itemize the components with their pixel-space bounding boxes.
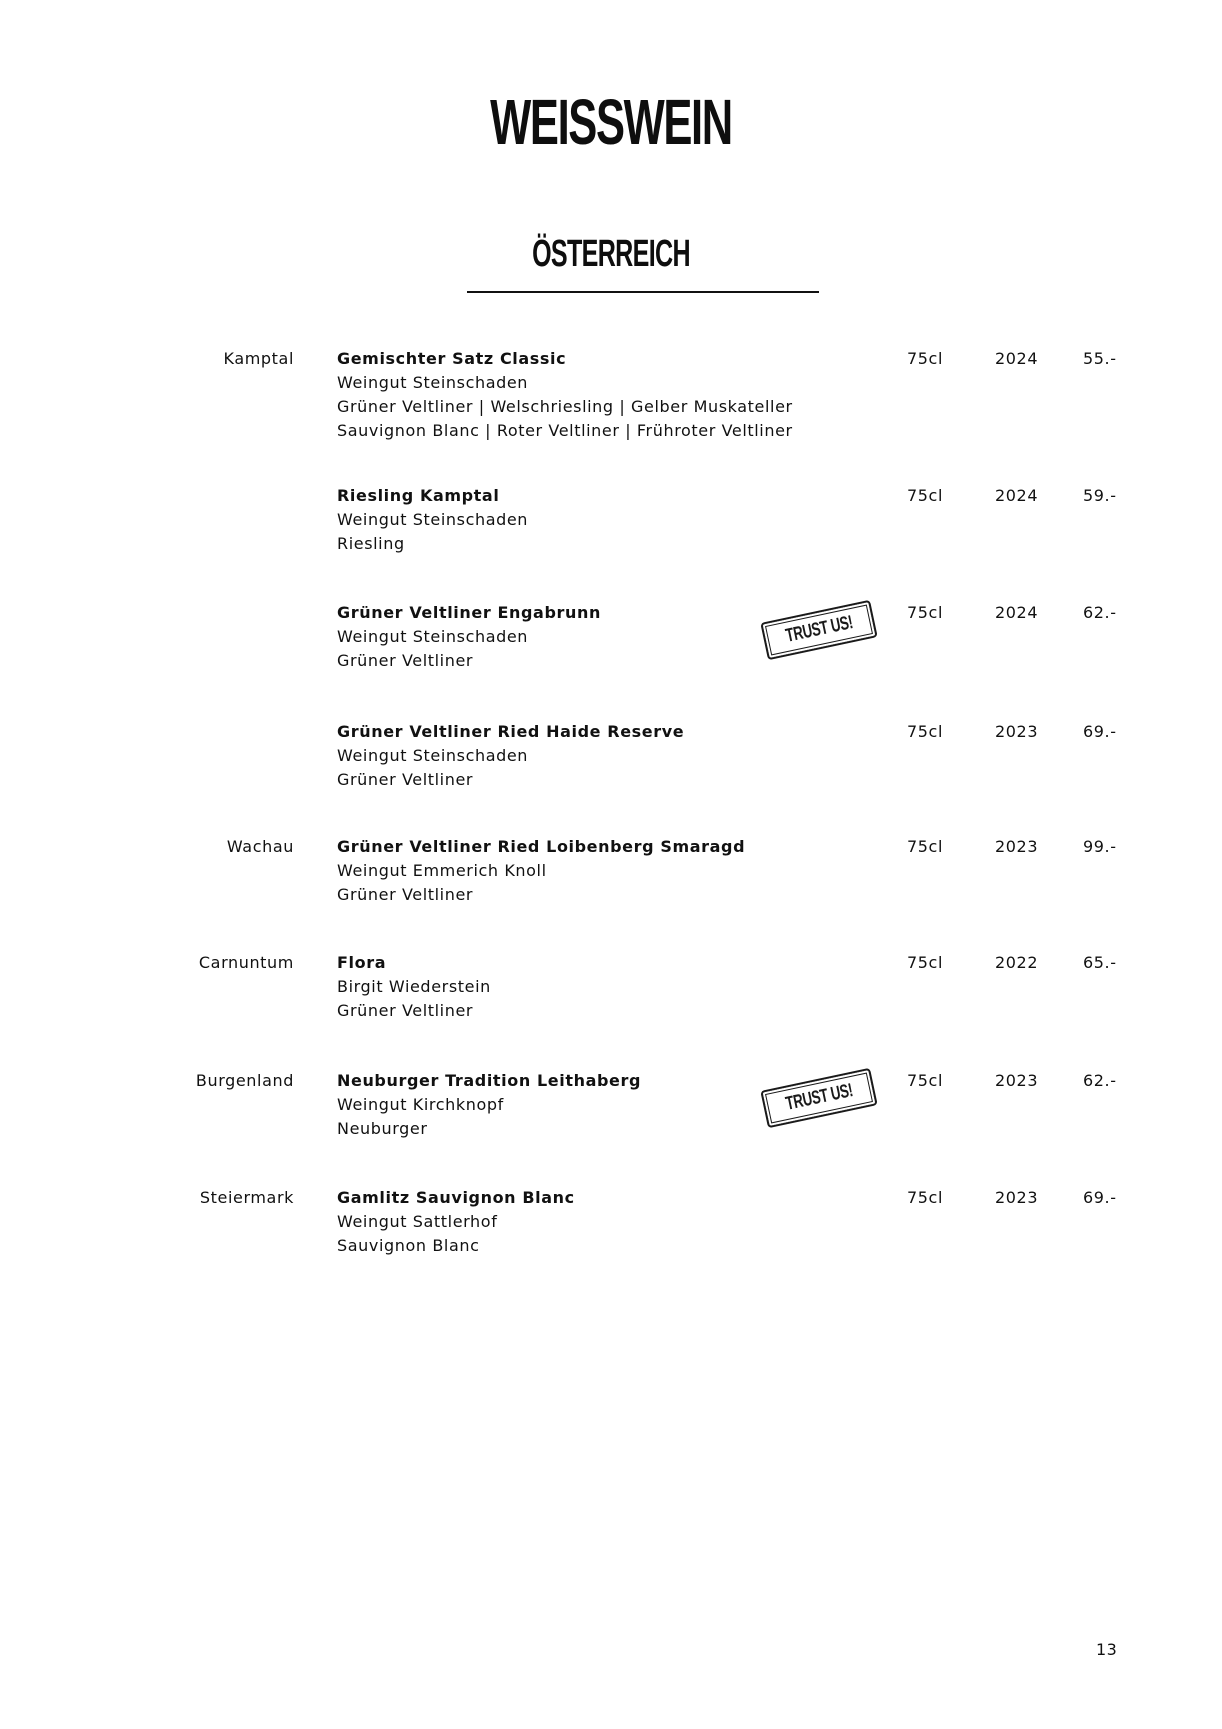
wine-grapes: Sauvignon Blanc <box>337 1236 480 1255</box>
wine-price: 69.- <box>1083 1188 1117 1207</box>
wine-grapes: Grüner Veltliner | Welschriesling | Gelber Muskateller <box>337 397 793 416</box>
wine-region: Carnuntum <box>198 953 294 972</box>
wine-producer: Weingut Steinschaden <box>337 627 529 646</box>
wine-producer: Birgit Wiederstein <box>337 977 491 996</box>
wine-vintage: 2023 <box>995 722 1039 741</box>
wine-vintage: 2023 <box>995 1188 1039 1207</box>
wine-entry <box>0 347 1222 447</box>
wine-name: Riesling Kamptal <box>337 486 500 505</box>
wine-price: 62.- <box>1083 603 1117 622</box>
wine-price: 59.- <box>1083 486 1117 505</box>
wine-vintage: 2022 <box>995 953 1039 972</box>
wine-vintage: 2023 <box>995 837 1039 856</box>
wine-grapes: Grüner Veltliner <box>337 770 474 789</box>
wine-entry <box>0 951 1222 1051</box>
wine-size: 75cl <box>907 349 944 368</box>
page-number: 13 <box>1096 1640 1118 1659</box>
wine-entry <box>0 1069 1222 1169</box>
wine-size: 75cl <box>907 953 944 972</box>
wine-producer: Weingut Emmerich Knoll <box>337 861 547 880</box>
wine-name: Grüner Veltliner Ried Haide Reserve <box>337 722 685 741</box>
wine-entry <box>0 720 1222 820</box>
wine-price: 69.- <box>1083 722 1117 741</box>
wine-entry <box>0 601 1222 701</box>
wine-name: Gamlitz Sauvignon Blanc <box>337 1188 575 1207</box>
stamp-label: TRUST US! <box>783 1080 855 1115</box>
wine-vintage: 2024 <box>995 603 1039 622</box>
wine-region: Steiermark <box>199 1188 294 1207</box>
wine-info <box>337 347 793 443</box>
wine-entry <box>0 484 1222 584</box>
wine-entry <box>0 835 1222 935</box>
wine-size: 75cl <box>907 722 944 741</box>
wine-region: Wachau <box>226 837 294 856</box>
wine-size: 75cl <box>907 837 944 856</box>
wine-name: Neuburger Tradition Leithaberg <box>337 1071 642 1090</box>
wine-name: Grüner Veltliner Engabrunn <box>337 603 601 622</box>
wine-info <box>337 484 528 556</box>
wine-producer: Weingut Steinschaden <box>337 746 529 765</box>
wine-info <box>337 720 684 792</box>
wine-vintage: 2023 <box>995 1071 1039 1090</box>
wine-grapes: Grüner Veltliner <box>337 1001 474 1020</box>
wine-info <box>337 951 491 1023</box>
wine-info <box>337 835 745 907</box>
wine-producer: Weingut Steinschaden <box>337 373 529 392</box>
wine-grapes: Riesling <box>337 534 405 553</box>
wine-info <box>337 601 601 673</box>
wine-info <box>337 1069 641 1141</box>
wine-size: 75cl <box>907 603 944 622</box>
wine-name: Grüner Veltliner Ried Loibenberg Smaragd <box>337 837 746 856</box>
wine-grapes: Grüner Veltliner <box>337 651 474 670</box>
stamp-label: TRUST US! <box>783 612 855 647</box>
wine-name: Gemischter Satz Classic <box>337 349 567 368</box>
wine-size: 75cl <box>907 486 944 505</box>
wine-size: 75cl <box>907 1188 944 1207</box>
wine-price: 62.- <box>1083 1071 1117 1090</box>
wine-vintage: 2024 <box>995 349 1039 368</box>
wine-price: 65.- <box>1083 953 1117 972</box>
wine-entry <box>0 1186 1222 1286</box>
trust-us-stamp <box>760 600 877 660</box>
wine-grapes: Neuburger <box>337 1119 428 1138</box>
wine-name: Flora <box>337 953 387 972</box>
wine-producer: Weingut Kirchknopf <box>337 1095 504 1114</box>
section-title: ÖSTERREICH <box>532 233 690 275</box>
page-title: WEISSWEIN <box>490 86 732 158</box>
wine-region: Burgenland <box>195 1071 294 1090</box>
trust-us-stamp <box>760 1068 877 1128</box>
wine-producer: Weingut Steinschaden <box>337 510 529 529</box>
wine-size: 75cl <box>907 1071 944 1090</box>
wine-producer: Weingut Sattlerhof <box>337 1212 498 1231</box>
wine-region: Kamptal <box>223 349 294 368</box>
wine-grapes: Sauvignon Blanc | Roter Veltliner | Frühroter Veltliner <box>337 421 793 440</box>
wine-price: 55.- <box>1083 349 1117 368</box>
wine-price: 99.- <box>1083 837 1117 856</box>
wine-info <box>337 1186 575 1258</box>
wine-vintage: 2024 <box>995 486 1039 505</box>
wine-grapes: Grüner Veltliner <box>337 885 474 904</box>
